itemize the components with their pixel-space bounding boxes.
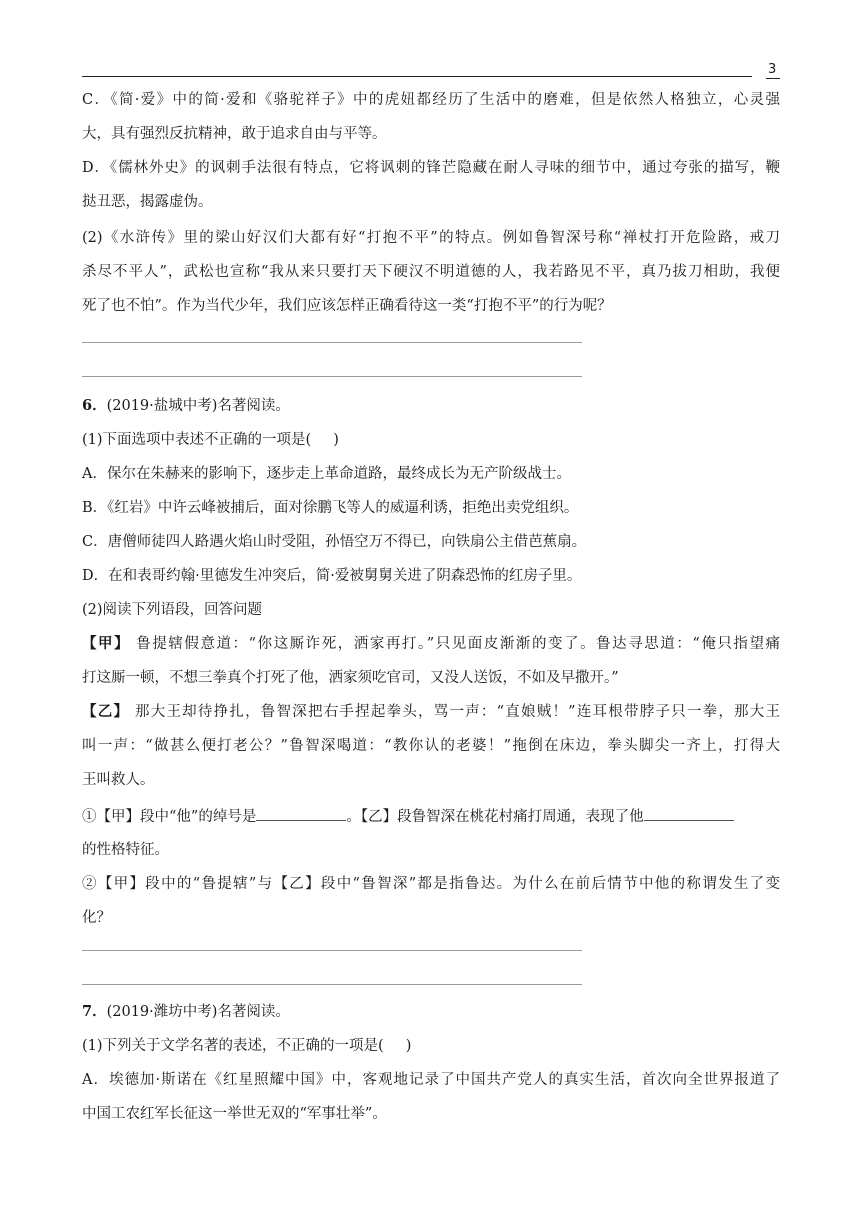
answer-line[interactable]: [82, 342, 582, 343]
sub-question-2-line-2: 化？: [82, 910, 111, 926]
answer-line[interactable]: [82, 984, 582, 985]
passage-jia-text: 鲁提辖假意道：“你这厮诈死，洒家再打。”只见面皮渐渐的变了。鲁达寻思道：“俺只指望痛: [136, 636, 781, 652]
passage-tag-yi: 【乙】: [82, 703, 130, 720]
answer-line[interactable]: [82, 376, 582, 377]
option-d-line-1: D．《儒林外史》的讽刺手法很有特点，它将讽刺的锋芒隐藏在耐人寻味的细节中，通过夸张的描写，鞭: [82, 160, 780, 176]
passage-yi-line-2: 叫一声：“做甚么便打老公？”鲁智深喝道：“教你认的老婆！”拖倒在床边，拳头脚尖一齐上，打得大: [82, 738, 780, 754]
q6-option-b: B．《红岩》中许云峰被捕后，面对徐鹏飞等人的威逼利诱，拒绝出卖党组织。: [82, 500, 579, 516]
passage-yi-line-3: 王叫救人。: [82, 772, 155, 788]
q7-part1-text: (1)下列关于文学名著的表述，不正确的一项是(: [82, 1038, 384, 1054]
passage-jia-line-2: 打这厮一顿，不想三拳真个打死了他，洒家须吃官司，又没人送饭，不如及早撒开。”: [82, 670, 619, 686]
page-number: 3: [768, 62, 777, 77]
page-number-rule: [766, 78, 780, 79]
q5-part2-line-1: (2)《水浒传》里的梁山好汉们大都有好“打抱不平”的特点。例如鲁智深号称“禅杖打开危险路，戒刀: [82, 230, 780, 246]
paren-close: ): [405, 1038, 412, 1054]
answer-line[interactable]: [82, 950, 582, 951]
question-title: 名著阅读。: [217, 398, 290, 414]
q6-part1-prompt: [82, 430, 339, 450]
q5-part2-line-3: 死了也不怕”。作为当代少年，我们应该怎样正确看待这一类“打抱不平”的行为呢？: [82, 298, 612, 314]
option-c-line-1: C．《简·爱》中的简·爱和《骆驼祥子》中的虎妞都经历了生活中的磨难，但是依然人格独立，心灵强: [82, 92, 780, 108]
q6-part1-text: (1)下面选项中表述不正确的一项是(: [82, 432, 312, 448]
question-source: (2019·潍坊中考): [106, 1004, 218, 1020]
question-6-heading: [82, 396, 290, 416]
fill-blank-trait[interactable]: [644, 806, 734, 821]
question-title: 名著阅读。: [217, 1004, 290, 1020]
fill-blank-nickname[interactable]: [256, 806, 346, 821]
q6-part2-prompt: (2)阅读下列语段，回答问题: [82, 602, 263, 618]
paren-close: ): [333, 432, 339, 448]
q5-part2-line-2: 杀尽不平人”，武松也宣称“我从来只要打天下硬汉不明道德的人，我若路见不平，真乃拔刀相助，我便: [82, 264, 780, 280]
question-7-heading: [82, 1002, 290, 1022]
q6-option-a: A．保尔在朱赫来的影响下，逐步走上革命道路，最终成长为无产阶级战士。: [82, 466, 571, 482]
q7-option-a-line-2: 中国工农红军长征这一举世无双的“军事壮举”。: [82, 1106, 387, 1122]
header-rule: [82, 76, 752, 77]
question-number: 6．: [82, 397, 107, 414]
option-c-line-2: 大，具有强烈反抗精神，敢于追求自由与平等。: [82, 126, 387, 142]
sub-question-1-line-2: 的性格特征。: [82, 842, 169, 858]
passage-yi-line-1: [82, 702, 780, 722]
q7-part1-prompt: [82, 1036, 411, 1056]
passage-tag-jia: 【甲】: [82, 635, 131, 652]
question-number: 7．: [82, 1003, 107, 1020]
sub-question-1-text-b: 。【乙】段鲁智深在桃花村痛打周通，表现了他: [346, 809, 644, 825]
passage-yi-text: 那大王却待挣扎，鲁智深把右手捏起拳头，骂一声：“直娘贼！”连耳根带脖子只一拳，那大王: [135, 704, 781, 720]
q7-option-a-line-1: A．埃德加·斯诺在《红星照耀中国》中，客观地记录了中国共产党人的真实生活，首次向全世界报道了: [82, 1072, 780, 1088]
sub-question-1-text-a: ①【甲】段中“他”的绰号是: [82, 809, 257, 825]
q6-option-d: D．在和表哥约翰·里德发生冲突后，简·爱被舅舅关进了阴森恐怖的红房子里。: [82, 568, 582, 584]
sub-question-1: [82, 806, 734, 827]
question-source: (2019·盐城中考): [106, 398, 218, 414]
q6-option-c: C．唐僧师徒四人路遇火焰山时受阻，孙悟空万不得已，向铁扇公主借芭蕉扇。: [82, 534, 587, 550]
passage-jia-line-1: [82, 634, 780, 654]
sub-question-2-line-1: ②【甲】段中的“鲁提辖”与【乙】段中“鲁智深”都是指鲁达。为什么在前后情节中他的称谓发生了变: [82, 876, 780, 892]
option-d-line-2: 挞丑恶，揭露虚伪。: [82, 194, 213, 210]
